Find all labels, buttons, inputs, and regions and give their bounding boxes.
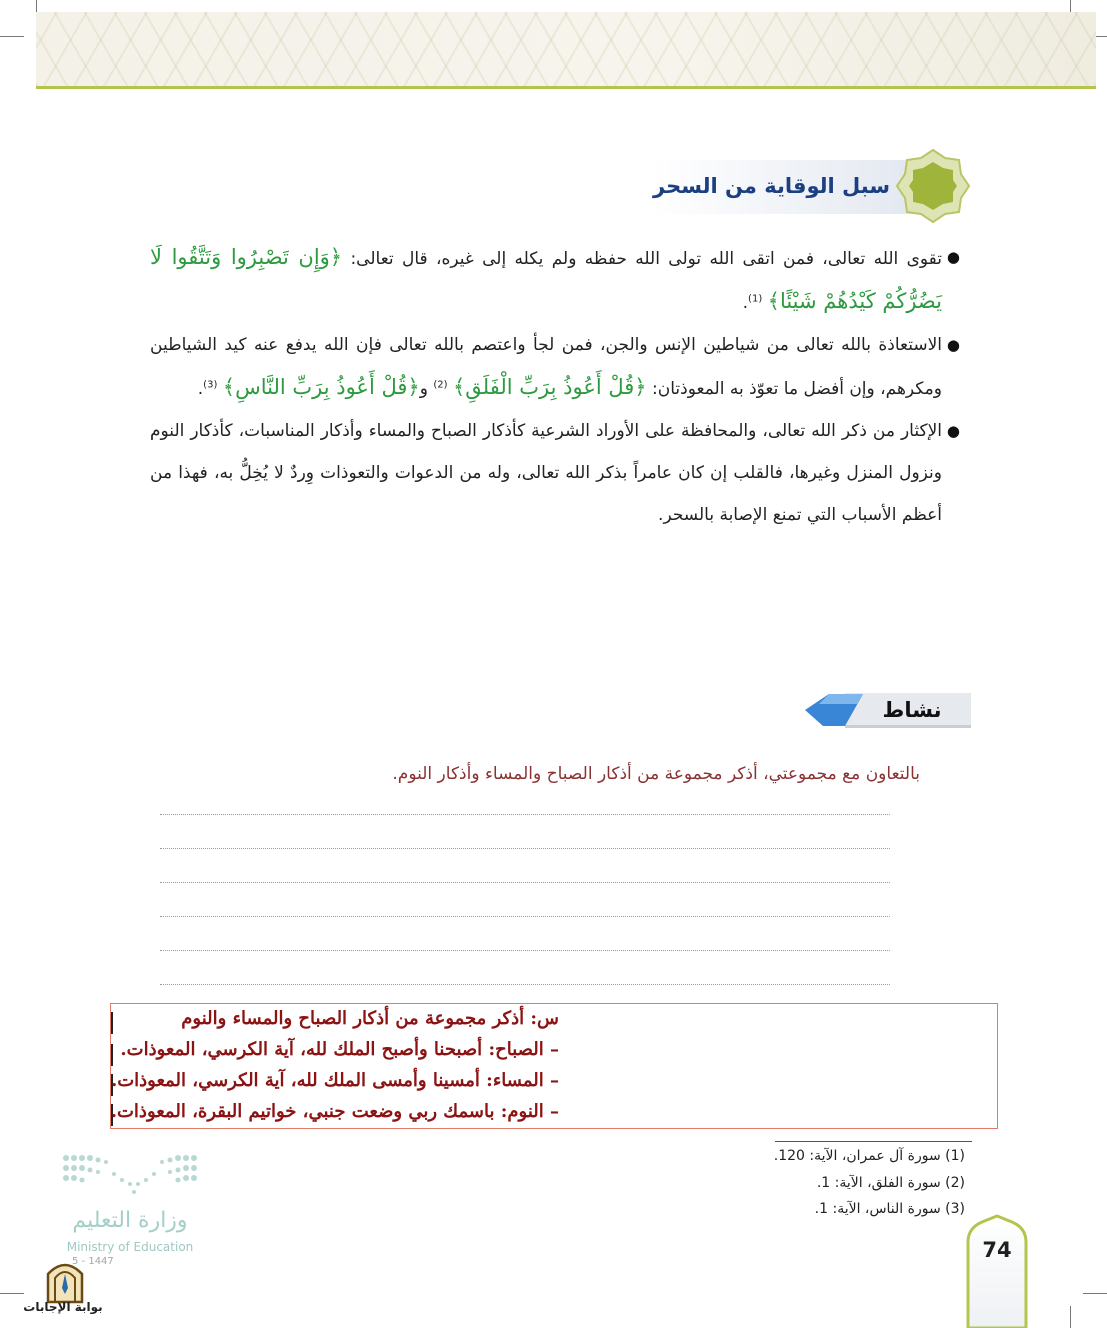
- bullet-dot-icon: ●: [946, 248, 960, 266]
- footnote-ref: (3): [203, 379, 218, 391]
- activity-label: نشاط: [882, 698, 942, 722]
- header-banner: [36, 12, 1096, 86]
- answer-line-text: – الصباح: أصبحنا وأصبح الملك لله، آية الكرسي، المعوذات.: [120, 1039, 559, 1060]
- sentence-end: .: [742, 293, 749, 313]
- bullet-item: [150, 236, 960, 324]
- bullet-dot-icon: ●: [946, 422, 960, 440]
- answer-line[interactable]: [160, 916, 890, 917]
- crop-mark: [1083, 1293, 1107, 1294]
- portal-label: بوابة الإجابات: [23, 1300, 103, 1314]
- header-divider: [36, 86, 1096, 89]
- page-number: 74: [982, 1238, 1012, 1262]
- ministry-year: 5 - 1447: [72, 1256, 114, 1267]
- sentence-end: .: [197, 379, 204, 399]
- answer-line[interactable]: [160, 950, 890, 951]
- ministry-name-english: Ministry of Education: [66, 1240, 194, 1254]
- answer-line[interactable]: [160, 882, 890, 883]
- crop-mark: [1070, 1306, 1071, 1328]
- footnote-ref: (2): [433, 379, 448, 391]
- footnote: (1) سورة آل عمران، الآية: 120.: [773, 1148, 965, 1164]
- answer-line[interactable]: [160, 814, 890, 815]
- bullet-text: الإكثار من ذكر الله تعالى، والمحافظة على الأوراد الشرعية كأذكار الصباح والمساء وأذكار المناسبات، كأذكار النوم ونزول المنزل وغيرها، فالقلب إن كان عامراً بذكر الله تعالى، وله من الدعوات والتعوذات وِردٌ لا يُخِلُّ به، فهذا من أعظم الأسباب التي تمنع الإصابة بالسحر.: [150, 421, 942, 525]
- quran-verse: ﴿قُلْ أَعُوذُ بِرَبِّ النَّاسِ﴾: [222, 375, 420, 399]
- margin-bar: [111, 1012, 113, 1034]
- answer-question: س: أذكر مجموعة من أذكار الصباح والمساء والنوم: [181, 1008, 559, 1029]
- page-number-tab: [966, 1214, 1028, 1328]
- answer-line-text: – النوم: باسمك ربي وضعت جنبي، خواتيم البقرة، المعوذات.: [110, 1101, 559, 1122]
- ministry-name-arabic: وزارة التعليم: [72, 1208, 188, 1233]
- footnote: (3) سورة الناس، الآية: 1.: [814, 1201, 965, 1217]
- footnote: (2) سورة الفلق، الآية: 1.: [816, 1175, 965, 1191]
- bullet-dot-icon: ●: [946, 336, 960, 354]
- activity-prompt: بالتعاون مع مجموعتي، أذكر مجموعة من أذكار الصباح والمساء وأذكار النوم.: [392, 764, 920, 784]
- ministry-logo-icon: [60, 1150, 200, 1200]
- answer-line[interactable]: [160, 848, 890, 849]
- bullet-item: [150, 410, 960, 536]
- bullet-item: [150, 324, 960, 410]
- quran-verse: ﴿قُلْ أَعُوذُ بِرَبِّ الْفَلَقِ﴾: [452, 375, 647, 399]
- conjunction: و: [419, 379, 428, 399]
- answer-box: [110, 1003, 998, 1129]
- quran-verse: ﴿وَإِن تَصْبِرُوا وَتَتَّقُوا لَا يَضُرُّكُمْ كَيْدُهُمْ شَيْئًا﴾: [150, 245, 942, 313]
- crop-mark: [0, 1293, 24, 1294]
- footnote-divider: [775, 1141, 972, 1142]
- answer-line[interactable]: [160, 984, 890, 985]
- crop-mark: [0, 36, 24, 37]
- footnote-ref: (1): [748, 293, 763, 305]
- bullet-text: الاستعاذة بالله تعالى من شياطين الإنس والجن، فمن لجأ واعتصم بالله تعالى فإن الله يدفع عنه كيد الشياطين ومكرهم، وإن أفضل ما تعوّذ به المعوذتان:: [150, 335, 942, 399]
- margin-bar: [111, 1044, 113, 1066]
- bullet-list: [150, 236, 960, 536]
- portal-logo-icon: [44, 1254, 86, 1304]
- bullet-text: تقوى الله تعالى، فمن اتقى الله تولى الله حفظه ولم يكله إلى غيره، قال تعالى:: [350, 249, 942, 269]
- answer-line-text: – المساء: أمسينا وأمسى الملك لله، آية الكرسي، المعوذات.: [110, 1070, 559, 1091]
- octagon-badge-icon: [895, 148, 971, 224]
- section-title: سبل الوقاية من السحر: [653, 174, 890, 198]
